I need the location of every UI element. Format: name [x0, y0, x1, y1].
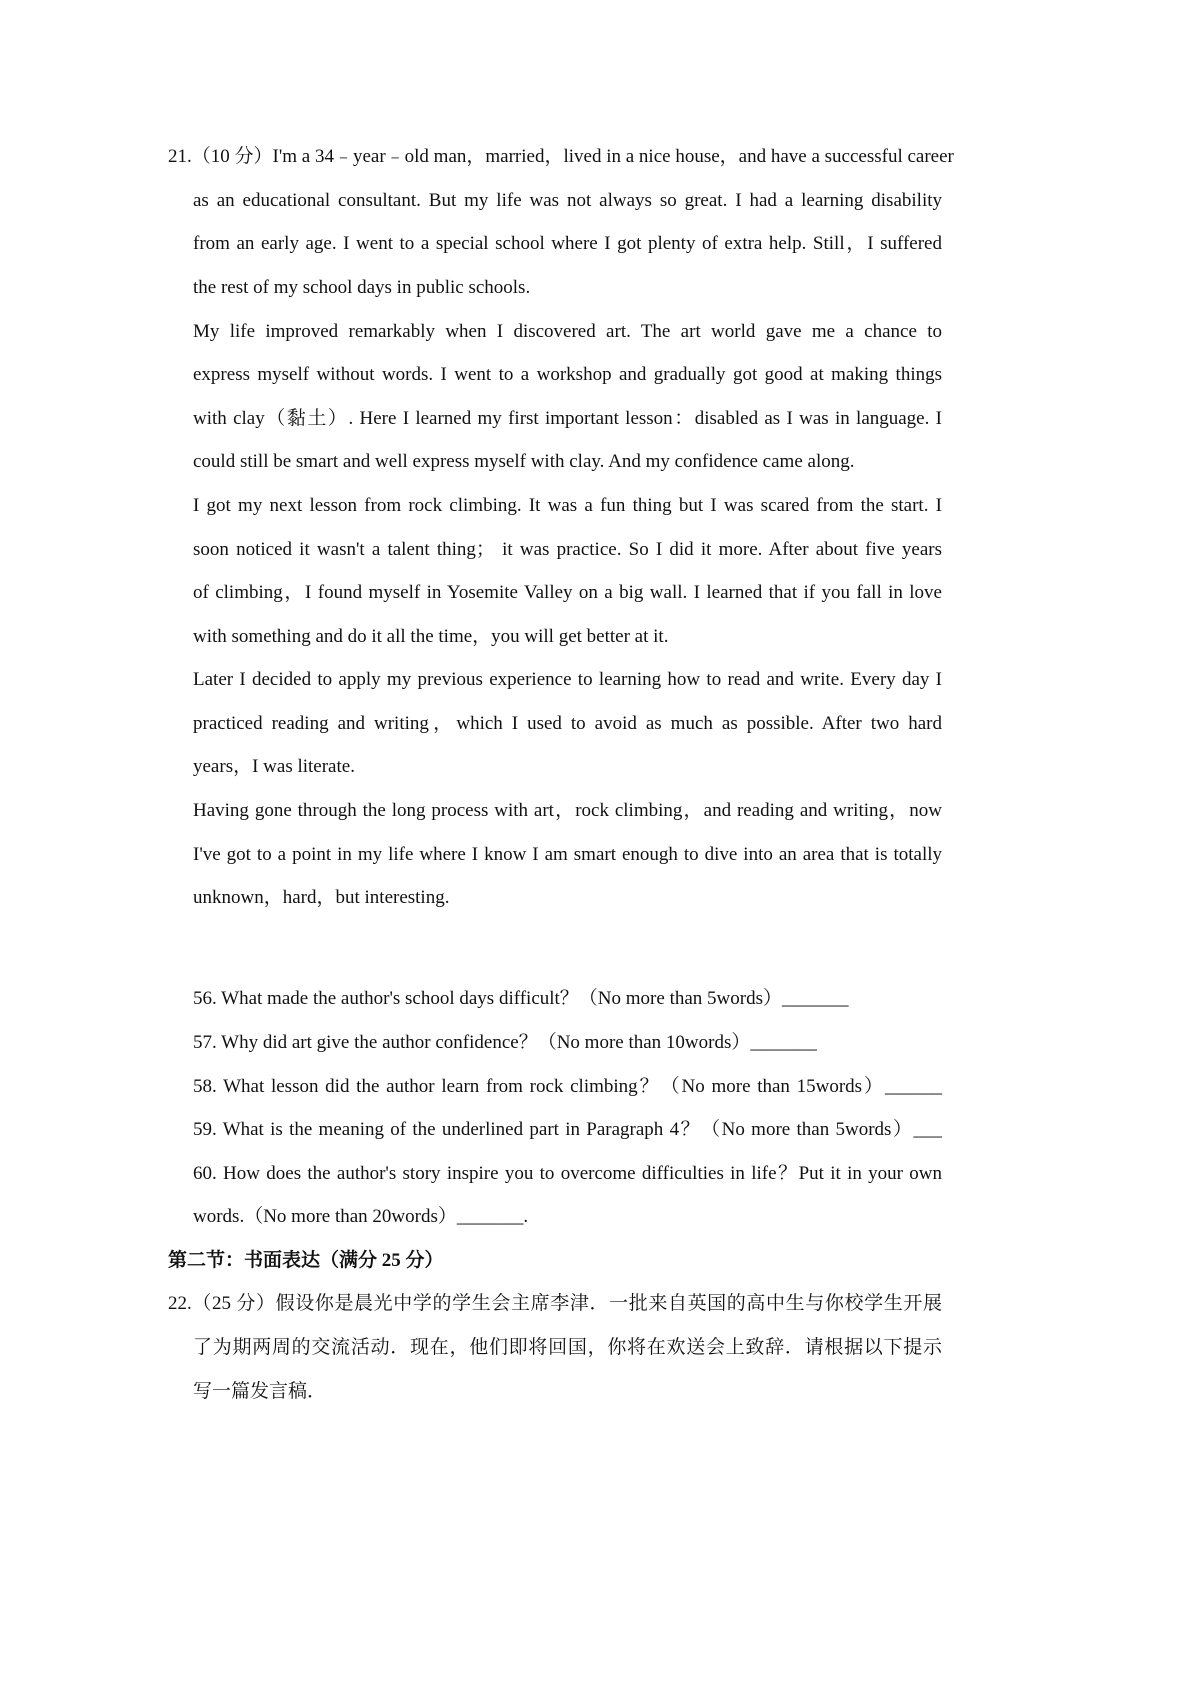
- question-58: 58. What lesson did the author learn from rock climbing？（No more than 15words）______: [193, 1076, 942, 1097]
- passage-line: I've got to a point in my life where I know I am smart enough to dive into an area that is totally: [193, 844, 942, 865]
- question-59: 59. What is the meaning of the underlined part in Paragraph 4？（No more than 5words）___: [193, 1119, 942, 1140]
- passage-line: years，I was literate.: [193, 756, 355, 777]
- question-60: 60. How does the author's story inspire you to overcome difficulties in life？Put it in your own: [193, 1163, 942, 1184]
- passage-line: with something and do it all the time，you will get better at it.: [193, 626, 669, 647]
- question-56: 56. What made the author's school days difficult？（No more than 5words）_______: [193, 988, 849, 1009]
- passage-line: Having gone through the long process with art，rock climbing，and reading and writing，now: [193, 800, 942, 821]
- prompt-line: 了为期两周的交流活动．现在，他们即将回国，你将在欢送会上致辞．请根据以下提示: [193, 1337, 942, 1358]
- prompt-line: 写一篇发言稿．: [193, 1381, 327, 1402]
- question-57: 57. Why did art give the author confidence？（No more than 10words）_______: [193, 1032, 817, 1053]
- question-60-continued: words.（No more than 20words）_______.: [193, 1206, 529, 1227]
- passage-line: from an early age. I went to a special school where I got plenty of extra help. Still，I suffered: [193, 233, 942, 254]
- passage-line: of climbing，I found myself in Yosemite Valley on a big wall. I learned that if you fall in love: [193, 582, 942, 603]
- passage-line: 21.（10 分）I'm a 34﹣year﹣old man，married，lived in a nice house，and have a successful career: [168, 146, 954, 167]
- prompt-line: 22.（25 分）假设你是晨光中学的学生会主席李津．一批来自英国的高中生与你校学生开展: [168, 1293, 942, 1314]
- passage-line: the rest of my school days in public schools.: [193, 277, 531, 298]
- passage-line: Later I decided to apply my previous experience to learning how to read and write. Every day I: [193, 669, 942, 690]
- passage-line: My life improved remarkably when I discovered art. The art world gave me a chance to: [193, 321, 942, 342]
- passage-line: I got my next lesson from rock climbing. It was a fun thing but I was scared from the start. I: [193, 495, 942, 516]
- passage-line: could still be smart and well express myself with clay. And my confidence came along.: [193, 451, 855, 472]
- passage-line: as an educational consultant. But my life was not always so great. I had a learning disability: [193, 190, 942, 211]
- passage-line: unknown，hard，but interesting.: [193, 887, 450, 908]
- passage-line: soon noticed it wasn't a talent thing； it was practice. So I did it more. After about five years: [193, 539, 942, 560]
- passage-line: with clay（黏土）. Here I learned my first important lesson：disabled as I was in language. I: [193, 408, 942, 429]
- passage-line: express myself without words. I went to a workshop and gradually got good at making things: [193, 364, 942, 385]
- section-heading: 第二节：书面表达（满分 25 分）: [168, 1250, 444, 1271]
- passage-line: practiced reading and writing，which I used to avoid as much as possible. After two hard: [193, 713, 942, 734]
